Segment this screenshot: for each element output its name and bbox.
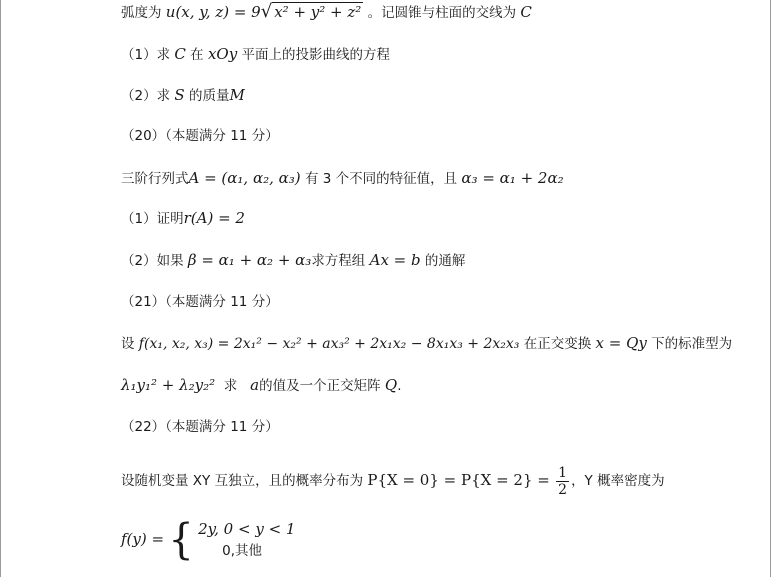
text: 平面上的投影曲线的方程 bbox=[241, 47, 390, 63]
line-question-2 bbox=[121, 85, 245, 106]
plane-name: xOy bbox=[207, 45, 238, 63]
text: 有 3 个不同的特征值，且 bbox=[304, 171, 458, 187]
quadratic-form: f(x₁, x₂, x₃) = 2x₁² − x₂² + ax₃² + 2x₁x₂ − 8x₁x₃ + 2x₂x₃ bbox=[138, 336, 520, 352]
text: 在 bbox=[190, 47, 204, 63]
fraction-one-half bbox=[556, 465, 569, 498]
page-border-left bbox=[0, 0, 1, 577]
line-density-function bbox=[121, 515, 295, 564]
text: （2）求 bbox=[121, 88, 171, 104]
beta-definition: β = α₁ + α₂ + α₃ bbox=[187, 251, 312, 269]
standard-form: λ₁y₁² + λ₂y₂² bbox=[121, 376, 216, 394]
mass-variable: M bbox=[229, 86, 245, 104]
numerator: 1 bbox=[558, 464, 568, 481]
denominator: 2 bbox=[558, 481, 568, 498]
case-1: 2y, 0 < y < 1 bbox=[198, 520, 296, 538]
left-brace: { bbox=[168, 515, 194, 565]
line-problem-20-part-2 bbox=[121, 250, 465, 271]
text: 设随机变量 XY 互独立，且的概率分布为 bbox=[121, 473, 364, 489]
line-problem-21-statement bbox=[121, 333, 732, 354]
orthogonal-transform: x = Qy bbox=[595, 334, 647, 352]
text: 弧度为 bbox=[121, 5, 162, 21]
curve-variable: C bbox=[174, 45, 186, 63]
text: 三阶行列式 bbox=[121, 171, 189, 187]
text: 设 bbox=[121, 336, 135, 352]
line-problem-21-question bbox=[121, 375, 401, 396]
text: 求方程组 bbox=[311, 253, 366, 269]
text: 的通解 bbox=[424, 253, 466, 269]
text: 在正交变换 bbox=[523, 336, 592, 352]
line-problem-20-statement bbox=[121, 168, 564, 189]
line-problem-22-statement bbox=[121, 462, 665, 499]
text: （1）证明 bbox=[121, 211, 184, 227]
text: . bbox=[397, 378, 402, 394]
probability-equation: P{X = 0} = P{X = 2} = bbox=[367, 471, 550, 489]
text: 的值及一个正交矩阵 bbox=[259, 378, 381, 394]
text: 的质量 bbox=[188, 88, 230, 104]
heading-problem-22: （22）（本题满分 11 分） bbox=[121, 419, 279, 435]
density-function: u(x, y, z) = 9 bbox=[165, 3, 261, 21]
line-arc-density bbox=[121, 2, 532, 23]
heading-problem-21: （21）（本题满分 11 分） bbox=[121, 294, 279, 310]
density-lhs: f(y) = bbox=[121, 530, 165, 548]
radicand: x² + y² + z² bbox=[274, 3, 362, 21]
case-2: 0,其他 bbox=[222, 543, 263, 559]
rank-equation: r(A) = 2 bbox=[183, 209, 245, 227]
parameter-a: a bbox=[250, 376, 260, 394]
piecewise-cases bbox=[198, 518, 295, 562]
surface-variable: S bbox=[174, 86, 185, 104]
text: ，Y 概率密度为 bbox=[571, 473, 665, 489]
curve-variable: C bbox=[520, 3, 532, 21]
text: （2）如果 bbox=[121, 253, 184, 269]
column-relation: α₃ = α₁ + 2α₂ bbox=[461, 169, 564, 187]
matrix-q: Q bbox=[384, 376, 398, 394]
linear-system: Ax = b bbox=[369, 251, 421, 269]
text: 。记圆锥与柱面的交线为 bbox=[367, 5, 517, 21]
heading-problem-20: （20）（本题满分 11 分） bbox=[121, 128, 279, 144]
square-root: √ x² + y² + z² bbox=[260, 1, 362, 22]
text: （1）求 bbox=[121, 47, 171, 63]
line-question-1 bbox=[121, 44, 390, 65]
text: 求 bbox=[223, 378, 238, 394]
matrix-definition: A = (α₁, α₂, α₃) bbox=[188, 169, 301, 187]
text: 下的标准型为 bbox=[651, 336, 733, 352]
line-problem-20-part-1 bbox=[121, 208, 245, 229]
page-border-right bbox=[770, 0, 771, 577]
